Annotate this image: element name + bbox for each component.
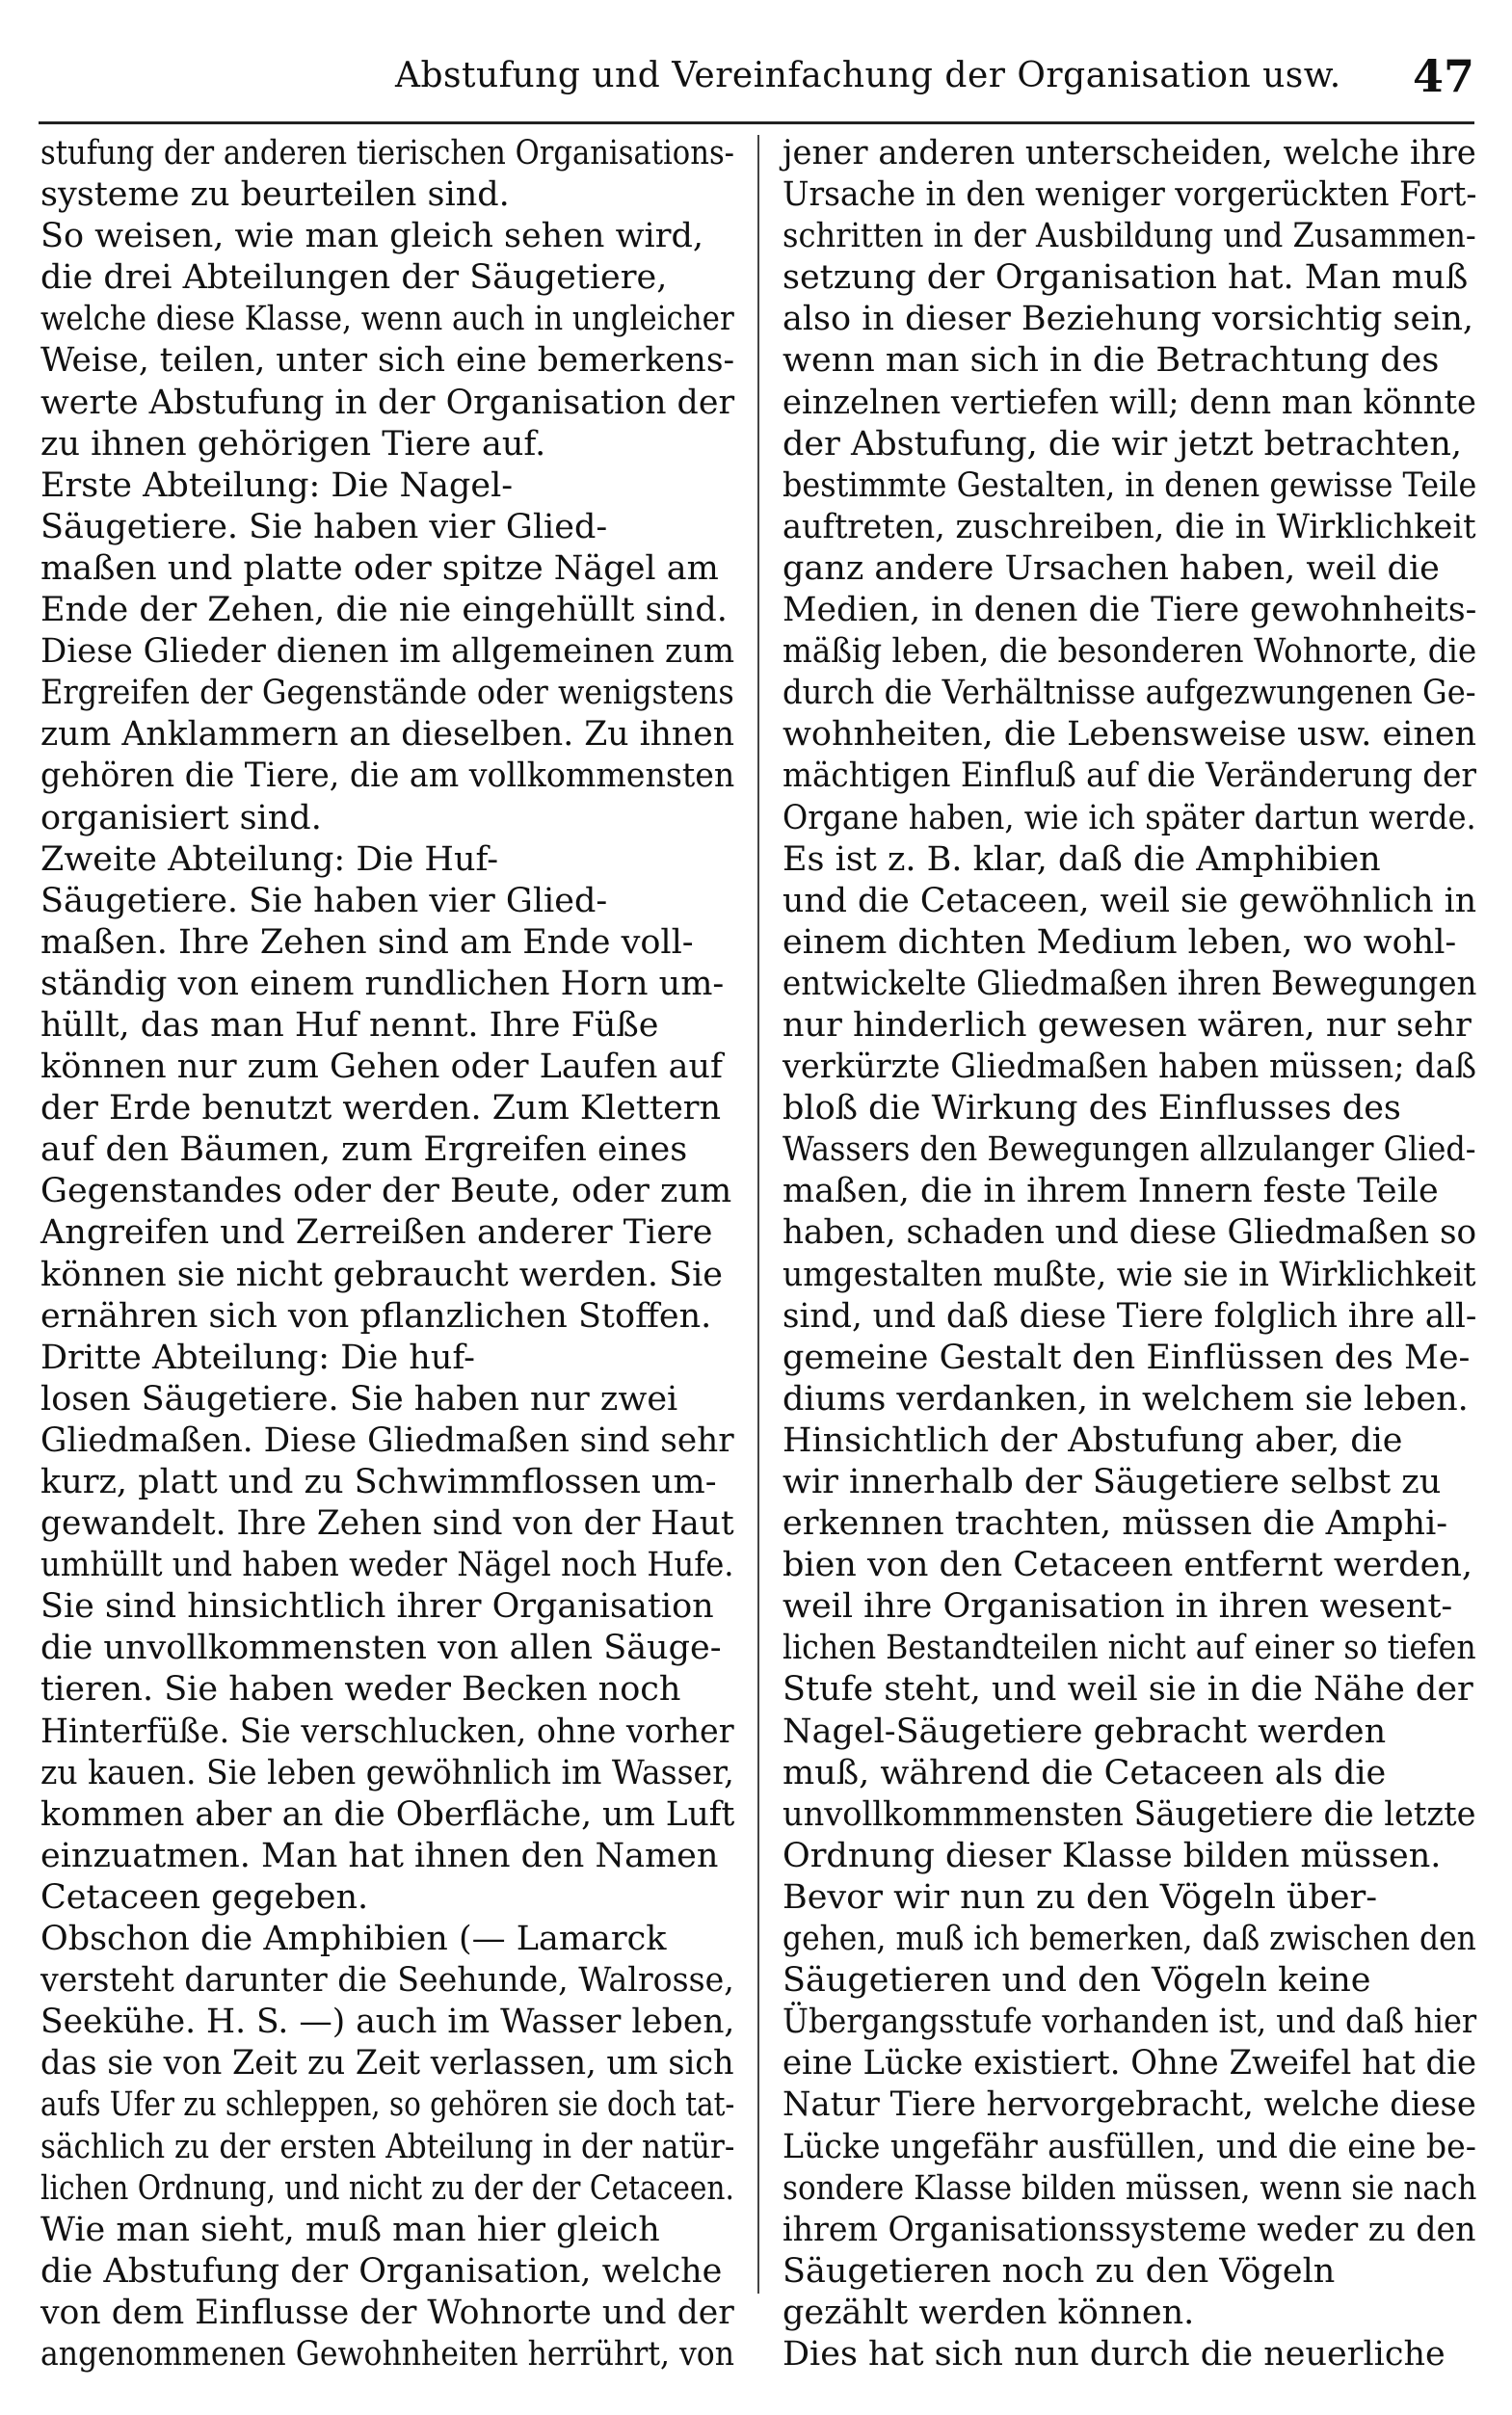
text-line: Ursache in den weniger vorgerückten Fort- (783, 175, 1477, 215)
text-line: einem dichten Medium leben, wo wohl- (783, 922, 1457, 962)
text-line: Säugetiere. Sie haben vier Glied- (40, 881, 608, 920)
text-line: wenn man sich in die Betrachtung des (783, 341, 1440, 381)
text-line: stufung der anderen tierischen Organisations- (40, 134, 735, 172)
text-line: Es ist z. B. klar, daß die Amphibien (783, 839, 1381, 879)
text-line: Weise, teilen, unter sich eine bemerkens- (40, 341, 735, 381)
page-number: 47 (1412, 50, 1474, 102)
text-line: sächlich zu der ersten Abteilung in der natür- (40, 2127, 735, 2166)
text-line: Gliedmaßen. Diese Gliedmaßen sind sehr (40, 1420, 734, 1460)
text-line: setzung der Organisation hat. Man muß (783, 258, 1469, 298)
column-divider (757, 135, 759, 2294)
text-line: Zweite Abteilung: Die Huf- (40, 839, 499, 879)
text-line: bien von den Cetaceen entfernt werden, (783, 1546, 1473, 1585)
text-line: von dem Einflusse der Wohnorte und der (40, 2293, 734, 2332)
text-line: Lücke ungefähr ausfüllen, und die eine be- (783, 2127, 1476, 2166)
text-line: jener anderen unterscheiden, welche ihre (783, 134, 1476, 172)
text-line: Dritte Abteilung: Die huf- (40, 1338, 475, 1377)
text-line: haben, schaden und diese Gliedmaßen so (783, 1213, 1477, 1253)
text-line: mäßig leben, die besonderen Wohnorte, die (783, 632, 1477, 672)
text-line: ständig von einem rundlichen Horn um- (40, 964, 725, 1003)
text-line: die Abstufung der Organisation, welche (40, 2251, 723, 2291)
text-line: bloß die Wirkung des Einflusses des (783, 1089, 1401, 1128)
text-line: Ende der Zehen, die nie eingehüllt sind. (40, 591, 728, 630)
header-rule (39, 121, 1474, 124)
text-line: Ordnung dieser Klasse bilden müssen. (783, 1836, 1442, 1875)
text-line: mächtigen Einfluß auf die Veränderung der (783, 756, 1477, 796)
right-column (783, 133, 1476, 2375)
text-line: versteht darunter die Seehunde, Walrosse, (40, 1961, 734, 2001)
text-line: lichen Bestandteilen nicht auf einer so tiefen (783, 1629, 1476, 1668)
text-line: sind, und daß diese Tiere folglich ihre all- (783, 1296, 1477, 1336)
text-line: Hinsichtlich der Abstufung aber, die (783, 1420, 1403, 1460)
text-line: Obschon die Amphibien (— Lamarck (40, 1920, 667, 1959)
text-line: Übergangsstufe vorhanden ist, und daß hier (783, 2003, 1477, 2042)
text-line: der Abstufung, die wir jetzt betrachten, (783, 424, 1462, 464)
text-line: weil ihre Organisation in ihren wesent- (783, 1587, 1453, 1627)
text-line: Bevor wir nun zu den Vögeln über- (783, 1877, 1378, 1917)
text-line: auf den Bäumen, zum Ergreifen eines (40, 1130, 688, 1170)
text-line: muß, während die Cetaceen als die (783, 1753, 1387, 1792)
text-line: umgestalten mußte, wie sie in Wirklichkeit (783, 1255, 1476, 1294)
page-header (39, 50, 1474, 123)
running-title: Abstufung und Vereinfachung der Organisation usw. (395, 56, 1341, 95)
text-line: systeme zu beurteilen sind. (40, 175, 510, 215)
text-line: die unvollkommensten von allen Säuge- (40, 1629, 722, 1668)
text-line: maßen. Ihre Zehen sind am Ende voll- (40, 922, 694, 962)
text-line: sondere Klasse bilden müssen, wenn sie nach (783, 2168, 1477, 2208)
text-line: das sie von Zeit zu Zeit verlassen, um sich (40, 2044, 734, 2083)
text-line: Diese Glieder dienen im allgemeinen zum (40, 632, 735, 672)
text-line: entwickelte Gliedmaßen ihren Bewegungen (783, 964, 1477, 1003)
text-line: auftreten, zuschreiben, die in Wirklichkeit (783, 507, 1476, 546)
text-line: diums verdanken, in welchem sie leben. (783, 1379, 1469, 1419)
text-line: wohnheiten, die Lebensweise usw. einen (783, 715, 1477, 755)
text-line: werte Abstufung in der Organisation der (40, 383, 735, 422)
text-line: So weisen, wie man gleich sehen wird, (40, 217, 704, 256)
text-line: Seekühe. H. S. —) auch im Wasser leben, (40, 2003, 735, 2042)
text-line: der Erde benutzt werden. Zum Klettern (40, 1089, 722, 1128)
text-line: welche diese Klasse, wenn auch in ungleicher (40, 300, 734, 339)
text-line: kommen aber an die Oberfläche, um Luft (40, 1794, 735, 1834)
text-line: ernähren sich von pflanzlichen Stoffen. (40, 1296, 712, 1336)
text-line: können sie nicht gebraucht werden. Sie (40, 1255, 723, 1294)
text-line: maßen und platte oder spitze Nägel am (40, 548, 719, 588)
text-line: losen Säugetiere. Sie haben nur zwei (40, 1379, 678, 1419)
text-line: durch die Verhältnisse aufgezwungenen Ge- (783, 674, 1476, 713)
text-line: gehen, muß ich bemerken, daß zwischen den (783, 1920, 1476, 1959)
text-line: verkürzte Gliedmaßen haben müssen; daß (783, 1048, 1476, 1087)
left-column (40, 133, 734, 2375)
text-line: angenommenen Gewohnheiten herrührt, von (40, 2334, 735, 2374)
text-line: lichen Ordnung, und nicht zu der der Cetaceen. (40, 2168, 734, 2208)
text-line: ganz andere Ursachen haben, weil die (783, 548, 1440, 588)
text-line: Wassers den Bewegungen allzulanger Glied- (783, 1130, 1476, 1170)
text-line: Säugetiere. Sie haben vier Glied- (40, 507, 608, 546)
text-line: ihrem Organisationssysteme weder zu den (783, 2210, 1476, 2249)
text-line: können nur zum Gehen oder Laufen auf (40, 1048, 723, 1087)
text-line: Ergreifen der Gegenstände oder wenigstens (40, 674, 734, 713)
text-line: tieren. Sie haben weder Becken noch (40, 1670, 681, 1710)
text-line: nur hinderlich gewesen wären, nur sehr (783, 1005, 1472, 1045)
text-line: hüllt, das man Huf nennt. Ihre Füße (40, 1005, 659, 1045)
text-line: Stufe steht, und weil sie in die Nähe der (783, 1670, 1473, 1710)
text-line: Sie sind hinsichtlich ihrer Organisation (40, 1587, 714, 1627)
text-line: einzuatmen. Man hat ihnen den Namen (40, 1836, 719, 1875)
text-line: gewandelt. Ihre Zehen sind von der Haut (40, 1504, 734, 1544)
text-line: Säugetieren und den Vögeln keine (783, 1961, 1371, 2001)
text-line: einzelnen vertiefen will; denn man könnte (783, 383, 1476, 422)
text-line: Wie man sieht, muß man hier gleich (40, 2210, 660, 2249)
text-line: Erste Abteilung: Die Nagel- (40, 465, 514, 505)
text-line: organisiert sind. (40, 798, 322, 837)
text-line: Gegenstandes oder der Beute, oder zum (40, 1172, 732, 1211)
text-line: wir innerhalb der Säugetiere selbst zu (783, 1463, 1442, 1501)
text-line: zum Anklammern an dieselben. Zu ihnen (40, 715, 735, 755)
text-line: maßen, die in ihrem Innern feste Teile (783, 1172, 1439, 1211)
text-line: also in dieser Beziehung vorsichtig sein, (783, 300, 1474, 339)
text-line: gehören die Tiere, die am vollkommensten (40, 756, 735, 796)
text-line: zu ihnen gehörigen Tiere auf. (40, 424, 546, 464)
text-line: und die Cetaceen, weil sie gewöhnlich in (783, 881, 1477, 920)
text-line: Säugetieren noch zu den Vögeln (783, 2251, 1336, 2291)
text-line: schritten in der Ausbildung und Zusammen- (783, 217, 1476, 256)
text-line: unvollkommmensten Säugetiere die letzte (783, 1794, 1476, 1834)
text-line: zu kauen. Sie leben gewöhnlich im Wasser, (40, 1753, 734, 1792)
text-line: gezählt werden können. (783, 2293, 1195, 2332)
text-line: Natur Tiere hervorgebracht, welche diese (783, 2085, 1476, 2125)
text-line: kurz, platt und zu Schwimmflossen um- (40, 1463, 717, 1501)
text-line: Medien, in denen die Tiere gewohnheits- (783, 591, 1477, 630)
text-line: Hinterfüße. Sie verschlucken, ohne vorher (40, 1712, 734, 1751)
text-line: Angreifen und Zerreißen anderer Tiere (40, 1213, 713, 1253)
text-line: Nagel-Säugetiere gebracht werden (783, 1712, 1387, 1751)
text-line: Cetaceen gegeben. (40, 1877, 369, 1917)
text-line: die drei Abteilungen der Säugetiere, (40, 258, 668, 298)
text-line: bestimmte Gestalten, in denen gewisse Teile (783, 465, 1477, 505)
text-line: Organe haben, wie ich später dartun werde. (783, 798, 1476, 837)
text-line: erkennen trachten, müssen die Amphi- (783, 1504, 1448, 1544)
text-line: aufs Ufer zu schleppen, so gehören sie doch tat- (40, 2085, 735, 2125)
text-line: gemeine Gestalt den Einflüssen des Me- (783, 1338, 1471, 1377)
text-line: umhüllt und haben weder Nägel noch Hufe. (40, 1546, 734, 1585)
text-line: eine Lücke existiert. Ohne Zweifel hat die (783, 2044, 1477, 2083)
text-line: Dies hat sich nun durch die neuerliche (783, 2334, 1446, 2374)
